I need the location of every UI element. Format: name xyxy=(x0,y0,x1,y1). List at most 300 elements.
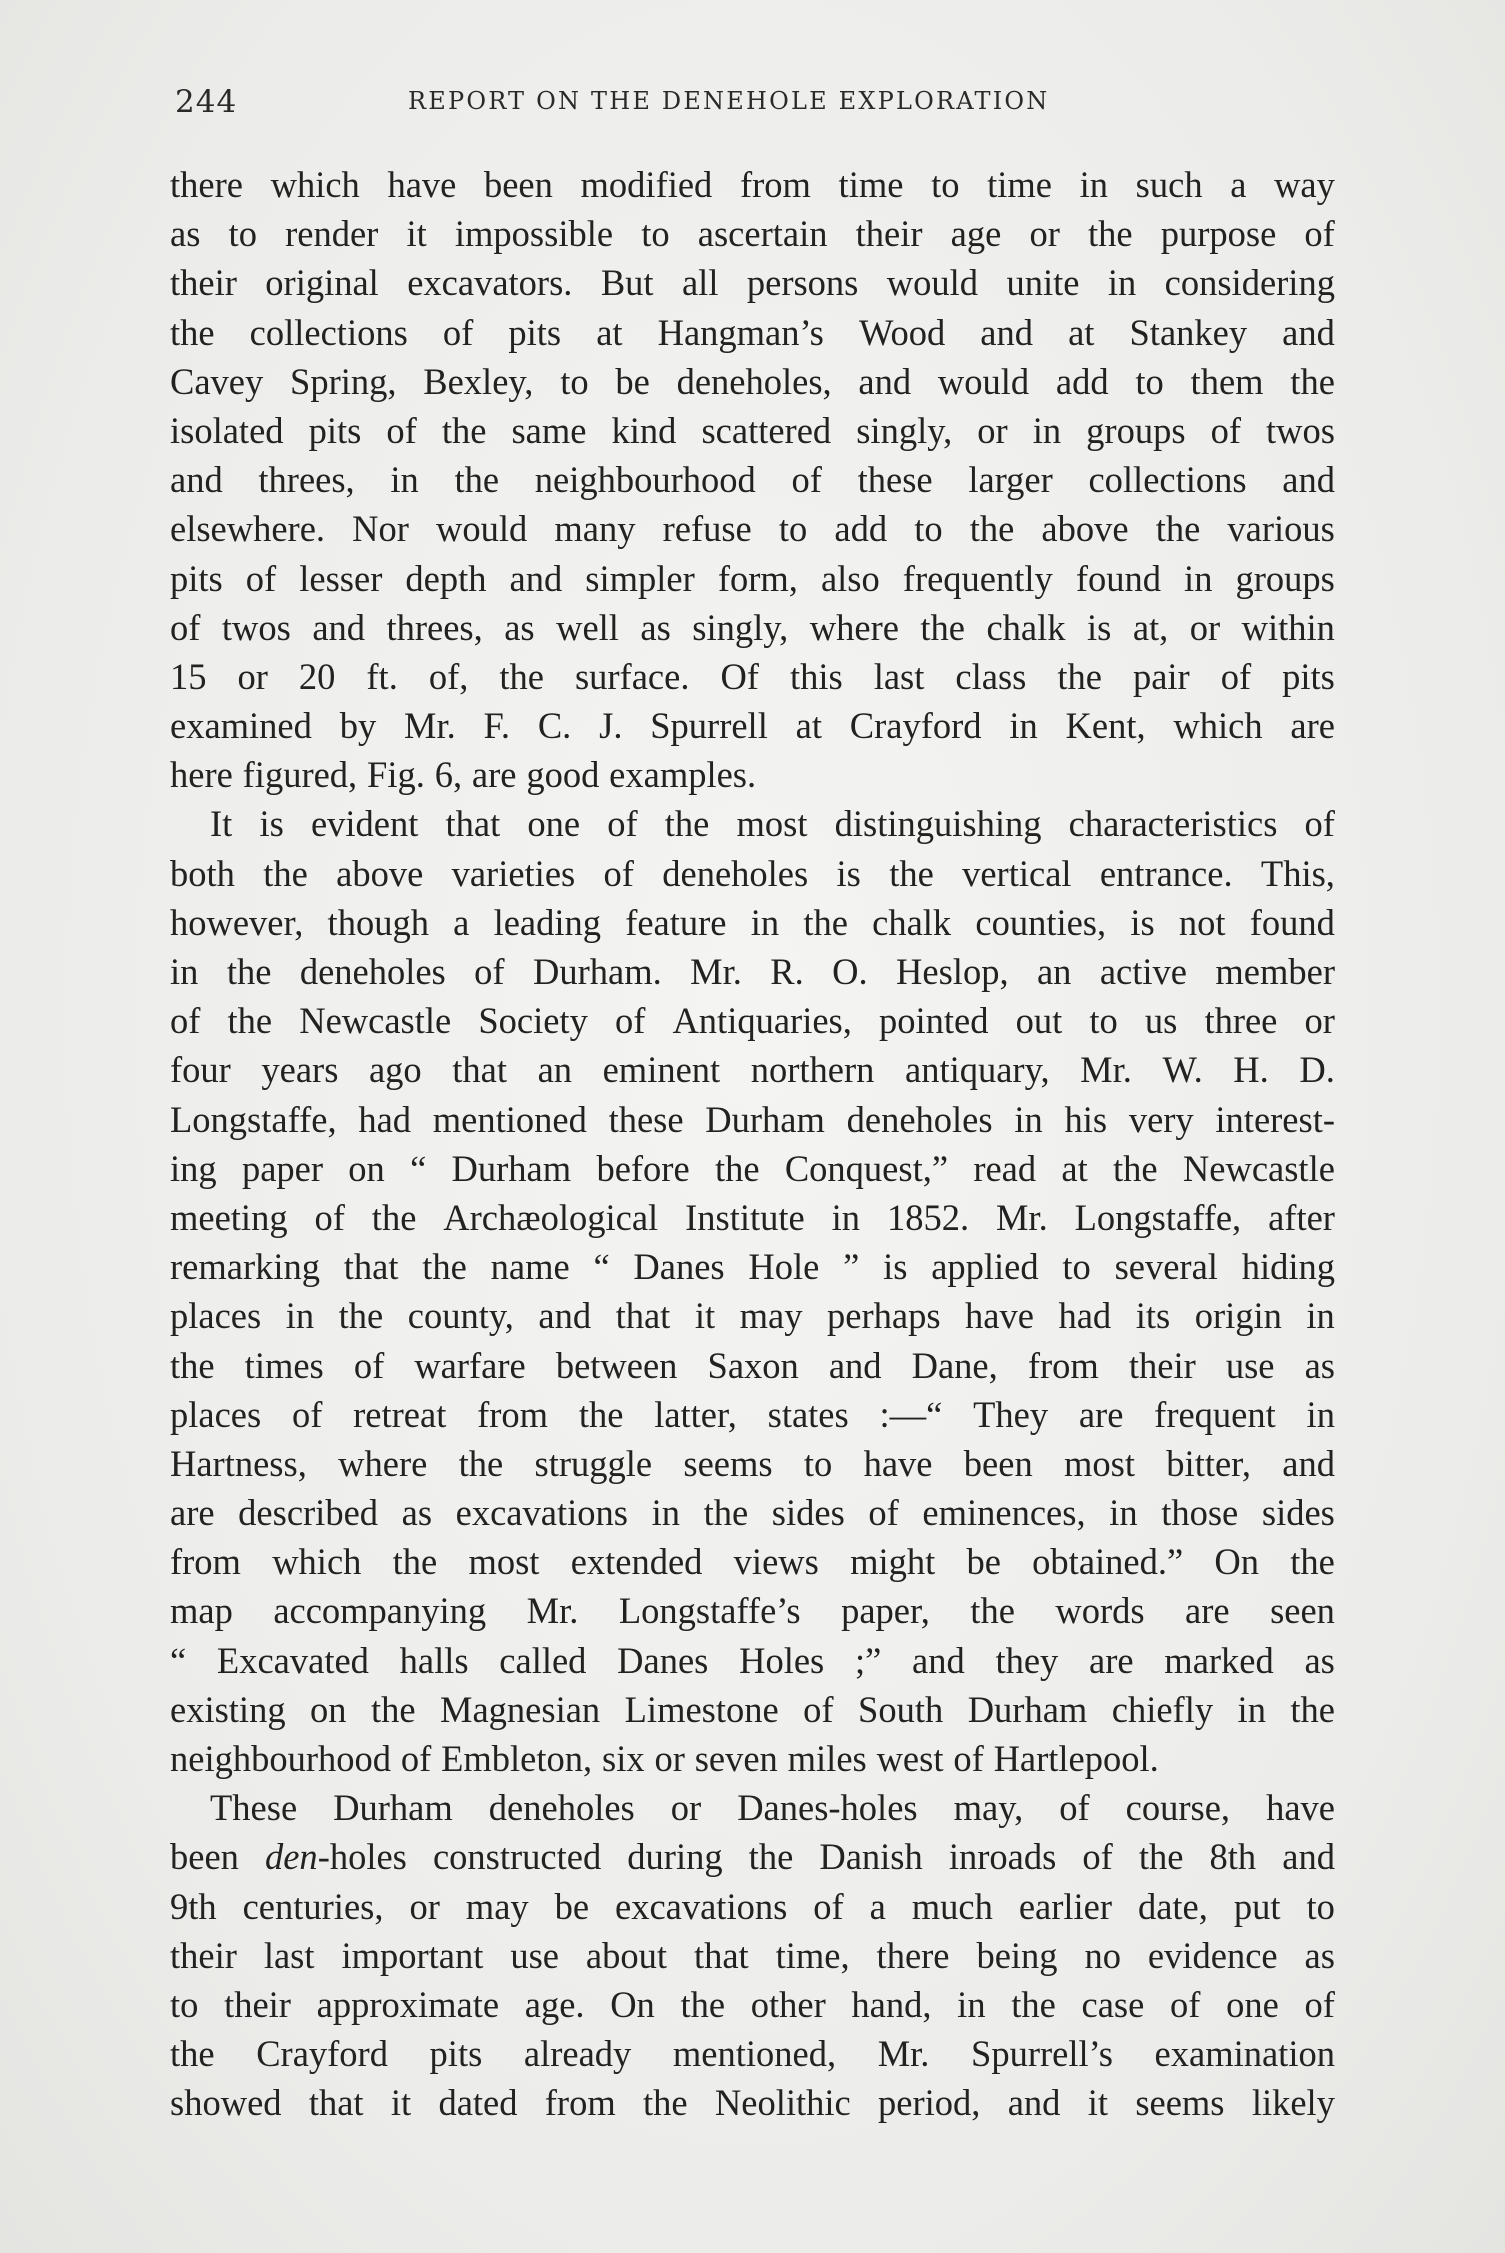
running-head: REPORT ON THE DENEHOLE EXPLORATION xyxy=(408,87,1050,115)
word: of xyxy=(1220,655,1252,697)
word: entrance. xyxy=(1099,852,1233,894)
word: put xyxy=(1233,1885,1281,1927)
text-line xyxy=(170,701,1335,750)
text-line xyxy=(170,357,1335,406)
word: bitter, xyxy=(1166,1442,1251,1484)
word: of xyxy=(791,459,822,501)
word: collections xyxy=(249,311,408,353)
text-line xyxy=(170,1882,1335,1931)
word: Saxon xyxy=(707,1344,799,1386)
word: might xyxy=(850,1541,936,1583)
word: the xyxy=(226,951,272,992)
word: feature xyxy=(625,901,727,943)
word: would xyxy=(937,360,1030,402)
word: paper, xyxy=(841,1590,930,1632)
word: before xyxy=(596,1147,690,1189)
word: been xyxy=(963,1442,1033,1484)
word: Magnesian xyxy=(440,1688,601,1730)
text-line xyxy=(170,1685,1335,1734)
word: and xyxy=(170,459,223,501)
word: Durham. xyxy=(532,951,662,992)
word: is xyxy=(1130,901,1155,943)
word: existing xyxy=(170,1688,286,1730)
word: their xyxy=(855,213,923,255)
word: in xyxy=(285,1295,315,1337)
word: neighbourhood xyxy=(534,459,756,501)
word: ” xyxy=(843,1246,860,1288)
word: would xyxy=(436,508,528,550)
word: figured, xyxy=(242,754,358,796)
word: the xyxy=(578,1393,624,1435)
word: varieties xyxy=(451,852,576,894)
word: had xyxy=(358,1098,412,1140)
word: Kent, xyxy=(1065,705,1146,747)
word: time xyxy=(838,164,904,205)
word: Mr. xyxy=(995,1196,1048,1238)
word: considering xyxy=(1164,262,1335,304)
word: it xyxy=(406,213,427,255)
word: examples. xyxy=(609,754,757,796)
word: to xyxy=(560,360,589,402)
word: scattered xyxy=(701,409,832,451)
word: Spurrell’s xyxy=(971,2033,1113,2075)
text-line xyxy=(170,1242,1335,1291)
word: Durham xyxy=(451,1147,572,1189)
word: extended xyxy=(570,1541,703,1583)
word: South xyxy=(858,1688,944,1730)
word: from xyxy=(739,164,811,205)
word: it xyxy=(390,2082,412,2124)
word: where xyxy=(338,1442,428,1484)
word: evidence xyxy=(1147,1934,1278,1976)
word: simpler xyxy=(585,557,695,599)
word: Holes xyxy=(739,1639,825,1681)
word: at xyxy=(1068,311,1095,353)
word: in xyxy=(1009,705,1038,747)
word: O. xyxy=(832,951,868,992)
word: found xyxy=(1249,901,1335,943)
word: those xyxy=(1161,1492,1239,1534)
text-line xyxy=(170,1439,1335,1488)
word: are xyxy=(170,1492,215,1534)
word: Society xyxy=(478,1000,588,1042)
word: Archæological xyxy=(443,1196,659,1238)
word: in xyxy=(1184,557,1213,599)
word: from xyxy=(477,1393,549,1435)
text-line xyxy=(170,996,1335,1045)
word: seen xyxy=(1270,1590,1335,1632)
word: collections xyxy=(1088,459,1247,501)
word: of xyxy=(1304,1983,1335,2025)
word: at xyxy=(1061,1147,1088,1189)
word: unite xyxy=(1006,262,1080,304)
text-line xyxy=(170,1734,1335,1783)
word: eminent xyxy=(602,1049,721,1091)
word: good xyxy=(526,754,600,796)
word: J. xyxy=(599,705,623,747)
word: which xyxy=(1173,705,1263,747)
word: about xyxy=(585,1934,667,1976)
word: states xyxy=(767,1393,849,1435)
word: of xyxy=(1304,213,1335,255)
page-header xyxy=(175,80,1335,120)
word: to xyxy=(931,164,960,205)
word: case xyxy=(1081,1983,1145,2025)
word: It xyxy=(210,803,233,845)
word: age xyxy=(950,213,1002,255)
word: and xyxy=(980,311,1033,353)
word: the xyxy=(889,852,934,894)
word: map xyxy=(170,1590,233,1632)
word: of, xyxy=(428,655,469,697)
word: use xyxy=(510,1934,559,1976)
word: there xyxy=(876,1934,950,1976)
word: Nor xyxy=(352,508,409,550)
word: Bexley, xyxy=(423,360,534,402)
word: an xyxy=(537,1049,573,1091)
word: the xyxy=(970,1590,1015,1632)
word: years xyxy=(261,1049,339,1091)
word: as xyxy=(1304,1639,1335,1681)
word: Excavated xyxy=(216,1639,369,1681)
word: very xyxy=(1128,1098,1194,1140)
word: pits xyxy=(170,557,223,599)
word: But xyxy=(600,262,654,304)
word: of xyxy=(291,1393,323,1435)
word: their xyxy=(224,1983,291,2025)
word: Danish xyxy=(819,1836,923,1878)
word: centuries, xyxy=(242,1885,384,1927)
word: though xyxy=(327,901,429,943)
word: pits xyxy=(1282,655,1335,697)
word: to xyxy=(1089,1000,1118,1042)
word: during xyxy=(627,1836,723,1878)
text-line xyxy=(170,406,1335,455)
word: not xyxy=(1178,901,1226,943)
text-line xyxy=(170,2078,1335,2127)
word: already xyxy=(523,2033,632,2075)
word: such xyxy=(1135,164,1203,205)
word: to xyxy=(1062,1246,1091,1288)
word: On xyxy=(610,1983,655,2025)
word: Crayford xyxy=(849,705,982,747)
word: various xyxy=(1227,508,1335,550)
word: struggle xyxy=(534,1442,653,1484)
text-line xyxy=(170,1144,1335,1193)
word: latter, xyxy=(654,1393,737,1435)
word: to xyxy=(803,1442,833,1484)
word: been xyxy=(483,164,553,205)
word: that xyxy=(693,1934,749,1976)
word: after xyxy=(1268,1196,1335,1238)
word: sides xyxy=(771,1492,845,1534)
word: of xyxy=(314,1196,345,1238)
word: Institute xyxy=(685,1196,805,1238)
word: however, xyxy=(170,901,304,943)
word: within xyxy=(1241,606,1335,648)
word: name xyxy=(490,1246,570,1288)
text-line xyxy=(170,1832,1335,1881)
word: 6, xyxy=(434,754,463,796)
word: surface. xyxy=(574,655,690,697)
word: the xyxy=(969,508,1015,550)
word: it xyxy=(1087,2082,1109,2124)
word: and xyxy=(509,557,563,599)
word: at xyxy=(596,311,623,353)
word: D. xyxy=(1299,1049,1335,1091)
word: in xyxy=(1014,1098,1043,1140)
word: last xyxy=(263,1934,315,1976)
word: the xyxy=(499,655,544,697)
text-line xyxy=(170,1931,1335,1980)
word: remarking xyxy=(170,1246,320,1288)
text-line xyxy=(170,1586,1335,1635)
word: may xyxy=(739,1295,803,1337)
word: the xyxy=(227,1000,273,1042)
word: 9th xyxy=(170,1885,217,1927)
word: or xyxy=(237,655,268,697)
word: seven xyxy=(694,1738,778,1779)
word: vertical xyxy=(962,852,1072,894)
word: excavations xyxy=(455,1492,628,1534)
word: and xyxy=(1282,311,1335,353)
word: “ xyxy=(170,1639,187,1681)
word: excavators. xyxy=(407,262,573,304)
word: marked xyxy=(1164,1639,1274,1681)
word: from xyxy=(170,1541,241,1583)
word: as xyxy=(1304,1934,1335,1976)
word: 20 xyxy=(298,655,336,697)
word: of xyxy=(170,1000,201,1042)
word: it xyxy=(694,1295,716,1337)
word: singly, xyxy=(692,606,789,648)
word: would xyxy=(886,262,979,304)
word: interest- xyxy=(1215,1098,1335,1140)
word: form, xyxy=(717,557,798,599)
word: Of xyxy=(720,655,759,697)
text-line xyxy=(170,504,1335,553)
word: in xyxy=(1079,164,1109,205)
word: Neolithic xyxy=(714,2082,851,2124)
word: chalk xyxy=(872,901,952,943)
word: Conquest,” xyxy=(784,1147,949,1189)
word: the xyxy=(703,1492,749,1534)
word: being xyxy=(976,1934,1058,1976)
word: paper xyxy=(241,1147,323,1189)
word: perhaps xyxy=(827,1295,941,1337)
text-line xyxy=(170,1537,1335,1586)
word: Longstaffe, xyxy=(1074,1196,1242,1238)
word: examination xyxy=(1154,2033,1335,2075)
text-line xyxy=(170,652,1335,701)
word: that xyxy=(308,2082,364,2124)
word: read xyxy=(973,1147,1037,1189)
word: R. xyxy=(770,951,804,992)
word: chiefly xyxy=(1111,1688,1214,1730)
text-line xyxy=(170,750,1335,799)
word: words xyxy=(1055,1590,1145,1632)
word: or xyxy=(1189,606,1221,648)
word: 1852. xyxy=(886,1196,970,1238)
word: applied xyxy=(931,1246,1039,1288)
word: :—“ xyxy=(879,1393,943,1435)
word: there xyxy=(170,164,243,205)
word: the xyxy=(1057,655,1102,697)
word: may, xyxy=(953,1787,1024,1829)
word: distinguishing xyxy=(834,803,1042,845)
word: deneholes xyxy=(299,951,446,992)
word: kind xyxy=(611,409,677,451)
word: or xyxy=(409,1885,440,1927)
word: is xyxy=(836,852,861,894)
word: is xyxy=(1086,606,1112,648)
word: inroads xyxy=(948,1836,1057,1878)
word: ft. xyxy=(366,655,398,697)
word: one xyxy=(1226,1983,1279,2025)
word: of xyxy=(1082,1836,1113,1878)
word: described xyxy=(238,1492,379,1534)
word: Wood xyxy=(858,311,946,353)
word: Longstaffe, xyxy=(170,1098,337,1140)
word: and xyxy=(312,606,366,648)
word: Spurrell xyxy=(650,705,768,747)
word: between xyxy=(555,1344,678,1386)
word: neighbourhood xyxy=(170,1738,391,1779)
text-line xyxy=(170,554,1335,603)
word: of xyxy=(607,803,638,845)
word: frequent xyxy=(1154,1393,1276,1435)
word: and xyxy=(858,360,912,402)
word: out xyxy=(1015,1000,1063,1042)
word: examined xyxy=(170,705,312,747)
word: hand, xyxy=(851,1983,932,2025)
word: of xyxy=(1059,1787,1090,1829)
word: times xyxy=(244,1344,324,1386)
word: their xyxy=(170,262,237,304)
word: the xyxy=(1087,213,1133,255)
word: they xyxy=(995,1639,1059,1681)
word: Mr. xyxy=(526,1590,579,1632)
word: of xyxy=(953,1738,984,1779)
word: H. xyxy=(1233,1049,1269,1091)
word: are xyxy=(1290,705,1335,747)
word: depth xyxy=(405,557,487,599)
word: the xyxy=(1290,1688,1335,1730)
word: as xyxy=(640,606,671,648)
word: west xyxy=(876,1738,944,1779)
word: and xyxy=(1282,1836,1335,1878)
word: sides xyxy=(1261,1492,1335,1534)
word: purpose xyxy=(1160,213,1277,255)
word: Danes xyxy=(617,1639,709,1681)
word: They xyxy=(973,1393,1049,1435)
text-line xyxy=(170,1980,1335,2029)
word: W. xyxy=(1162,1049,1203,1091)
word: impossible xyxy=(454,213,614,255)
word: meeting xyxy=(170,1196,288,1238)
word: are xyxy=(1089,1639,1134,1681)
word: 15 xyxy=(170,655,207,697)
word: Stankey xyxy=(1129,311,1248,353)
word: have xyxy=(863,1442,933,1484)
word: in xyxy=(957,1983,986,2025)
word: one xyxy=(527,803,581,845)
word: in xyxy=(170,951,199,992)
word: a xyxy=(1230,164,1247,205)
word: four xyxy=(170,1049,231,1091)
word: groups xyxy=(1086,409,1186,451)
word: Durham xyxy=(705,1098,825,1140)
word: ago xyxy=(368,1049,422,1091)
word: C. xyxy=(537,705,572,747)
word: have xyxy=(387,164,457,205)
text-line xyxy=(170,1193,1335,1242)
word: eminences, xyxy=(922,1492,1086,1534)
word: their xyxy=(170,1934,237,1976)
word: the xyxy=(263,852,308,894)
word: that xyxy=(615,1295,671,1337)
word: well xyxy=(556,606,619,648)
word: at xyxy=(795,705,822,747)
word: and xyxy=(1007,2082,1061,2124)
word: earlier xyxy=(1018,1885,1113,1927)
word: in xyxy=(390,459,419,501)
word: is xyxy=(883,1246,908,1288)
word: Newcastle xyxy=(299,1000,452,1042)
word: Durham xyxy=(967,1688,1088,1730)
word: be xyxy=(966,1541,1001,1583)
word: and xyxy=(828,1344,882,1386)
word: Mr. xyxy=(690,951,742,992)
page-number: 244 xyxy=(175,84,238,120)
word: F. xyxy=(483,705,511,747)
word: a xyxy=(453,901,470,943)
word: Spring, xyxy=(290,360,397,402)
word: 8th xyxy=(1209,1836,1257,1878)
word: six xyxy=(601,1738,645,1779)
word: way xyxy=(1274,164,1335,205)
word: to xyxy=(1135,360,1164,402)
word: Hole xyxy=(748,1246,820,1288)
word: seems xyxy=(1135,2082,1225,2124)
word: are xyxy=(1185,1590,1230,1632)
word: at, xyxy=(1132,606,1169,648)
word: Limestone xyxy=(624,1688,779,1730)
word: and xyxy=(912,1639,965,1681)
word: Dane, xyxy=(911,1344,998,1386)
word: counties, xyxy=(975,901,1107,943)
word: antiquary, xyxy=(905,1049,1050,1091)
word: threes, xyxy=(258,459,355,501)
text-line xyxy=(170,947,1335,996)
word: “ xyxy=(593,1246,610,1288)
word: or xyxy=(1029,213,1060,255)
text-line xyxy=(170,1291,1335,1340)
word: been xyxy=(170,1836,239,1878)
word: to xyxy=(914,508,943,550)
word: chalk xyxy=(986,606,1066,648)
word: the xyxy=(803,901,848,943)
word: the xyxy=(714,1147,760,1189)
word: the xyxy=(1138,1836,1184,1878)
word: that xyxy=(343,1246,399,1288)
word: leading xyxy=(493,901,601,943)
word: of xyxy=(603,852,634,894)
word: to xyxy=(1306,1885,1335,1927)
word: singly, xyxy=(856,409,953,451)
word: an xyxy=(1036,951,1072,992)
word: ;” xyxy=(854,1639,882,1681)
